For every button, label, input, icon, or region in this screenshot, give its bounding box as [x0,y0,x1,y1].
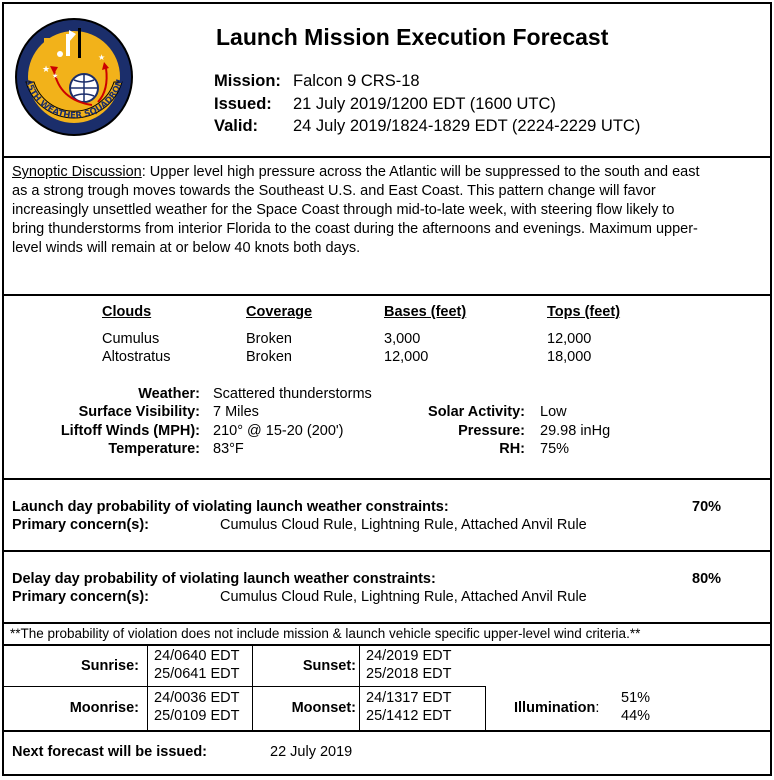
illumination-label-group [514,700,599,716]
grid-line [252,645,253,730]
issued-value: 21 July 2019/1200 EDT (1600 UTC) [293,95,556,113]
synoptic-label: Synoptic Discussion [12,164,142,180]
divider [4,622,770,624]
illumination-colon: : [595,700,600,716]
weather-squadron-logo [14,10,134,144]
illumination-value: 44% [621,708,651,724]
pressure-label: Pressure: [458,423,525,439]
sunset-label: Sunset: [302,658,356,674]
launch-day-label: Launch day probability of violating launch weather constraints: [12,499,449,515]
launch-concern-label: Primary concern(s): [12,517,149,533]
cloud-coverage-cell: Broken [246,349,292,365]
synoptic-line: : Upper level high pressure across the Atlantic will be suppressed to the south and east [141,164,700,180]
footnote: **The probability of violation does not include mission & launch vehicle specific upper-level wind criteria.** [10,626,641,641]
mission-label: Mission: [214,72,281,90]
coverage-header: Coverage [246,304,313,320]
launch-concern-value: Cumulus Cloud Rule, Lightning Rule, Attached Anvil Rule [220,517,587,533]
illumination-value: 51% [621,690,651,706]
cloud-coverage-cell: Broken [246,331,292,347]
rh-value: 75% [540,441,570,457]
solar-activity-label: Solar Activity: [428,404,525,420]
moonrise-time: 24/0036 EDT [154,690,240,706]
launch-day-probability: 70% [692,499,722,515]
bases-header: Bases (feet) [384,304,467,320]
tops-header: Tops (feet) [547,304,621,320]
delay-concern-value: Cumulus Cloud Rule, Lightning Rule, Attached Anvil Rule [220,589,587,605]
divider [4,478,770,480]
moonset-times [366,689,451,725]
cloud-tops-cell: 18,000 [547,349,592,365]
cloud-bases-cell: 3,000 [384,331,421,347]
moonset-time: 24/1317 EDT [366,690,452,706]
illumination-label: Illumination [514,700,596,716]
synoptic-line: increasingly unsettled weather for the Space Coast through mid-to-late week, with steering flow likely to [12,202,675,218]
temperature-value: 83°F [213,441,244,457]
weather-value: Scattered thunderstorms [213,386,372,402]
pressure-value: 29.98 inHg [540,423,611,439]
synoptic-line: bring thunderstorms from interior Florida to the coast during the afternoons and evenings. Maximum upper- [12,221,698,237]
delay-day-label: Delay day probability of violating launch weather constraints: [12,571,436,587]
valid-label: Valid: [214,117,259,135]
svg-text:45TH WEATHER SQUADRON: 45TH WEATHER SQUADRON [22,78,126,122]
visibility-value: 7 Miles [213,404,259,420]
grid-line [485,687,486,730]
valid-value: 24 July 2019/1824-1829 EDT (2224-2229 UTC) [293,117,641,135]
divider [4,294,770,296]
synoptic-discussion [12,163,764,258]
sunrise-times [154,647,239,683]
temperature-label: Temperature: [108,441,200,457]
visibility-label: Surface Visibility: [78,404,200,420]
divider [4,730,770,732]
page-title: Launch Mission Execution Forecast [216,24,609,50]
delay-day-probability: 80% [692,571,722,587]
next-forecast-label: Next forecast will be issued: [12,744,208,760]
issued-label: Issued: [214,95,272,113]
cloud-type-cell: Altostratus [102,349,171,365]
solar-activity-value: Low [540,404,567,420]
cloud-bases-cell: 12,000 [384,349,429,365]
weather-label: Weather: [138,386,200,402]
grid-line [147,645,148,730]
moonrise-time: 25/0109 EDT [154,708,240,724]
cloud-type-cell: Cumulus [102,331,160,347]
moonrise-times [154,689,239,725]
sunrise-time: 24/0640 EDT [154,648,240,664]
illumination-values [621,689,650,725]
sunset-times [366,647,451,683]
mission-value: Falcon 9 CRS-18 [293,72,420,90]
svg-text:★: ★ [52,72,59,80]
synoptic-line: level winds will remain at or below 40 knots both days. [12,240,361,256]
next-forecast-value: 22 July 2019 [270,744,353,760]
grid-line [4,686,486,687]
liftoff-winds-value: 210° @ 15-20 (200') [213,423,344,439]
svg-text:★: ★ [98,53,106,62]
delay-concern-label: Primary concern(s): [12,589,149,605]
divider [4,156,770,158]
grid-line [359,645,360,730]
divider [4,644,770,646]
moonset-label: Moonset: [291,700,356,716]
liftoff-winds-label: Liftoff Winds (MPH): [60,423,200,439]
forecast-document [2,2,772,776]
divider [4,550,770,552]
svg-text:★: ★ [42,65,51,75]
moonset-time: 25/1412 EDT [366,708,452,724]
clouds-header: Clouds [102,304,152,320]
moonrise-label: Moonrise: [69,700,139,716]
sunrise-time: 25/0641 EDT [154,666,240,682]
synoptic-line: as a strong trough moves towards the Southeast U.S. and East Coast. This pattern change will favor [12,183,656,199]
sunrise-label: Sunrise: [80,658,139,674]
sunset-time: 24/2019 EDT [366,648,452,664]
rh-label: RH: [499,441,525,457]
sunset-time: 25/2018 EDT [366,666,452,682]
cloud-tops-cell: 12,000 [547,331,592,347]
squadron-emblem-icon [14,10,134,144]
